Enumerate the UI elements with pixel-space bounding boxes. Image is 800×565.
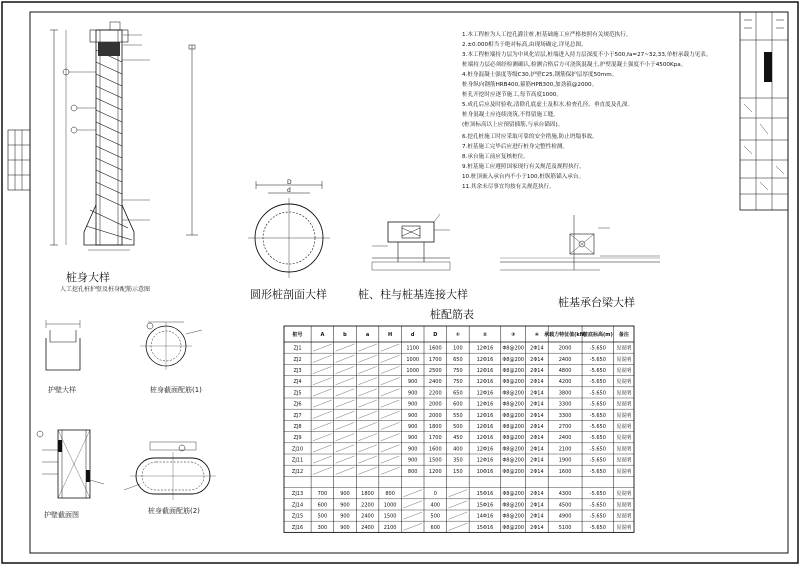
table-cell: 5100 (558, 524, 572, 531)
note-line: 桩身混凝土应连续浇筑,不得留施工缝。 (462, 112, 559, 118)
table-cell: 见说明 (616, 356, 632, 363)
note-line: (桩顶标高以上应预留插筋,与承台锚固)。 (462, 122, 564, 128)
table-cell: 见说明 (616, 424, 632, 430)
pile-table-title: 桩配筋表 (430, 308, 474, 321)
table-header-cell: a (365, 332, 370, 338)
table-cell: Φ8@200 (502, 468, 525, 475)
note-line: 8.承台施工前应复核桩位。 (462, 154, 529, 160)
pile-detail-subtitle: 人工挖孔桩护壁及桩身配筋示意图 (60, 286, 151, 293)
table-cell: Φ8@200 (502, 368, 525, 374)
table-cell: 见说明 (616, 401, 632, 408)
table-cell: 12Φ16 (476, 401, 494, 408)
table-cell: 2400 (558, 435, 572, 442)
table-cell: 12Φ16 (476, 345, 494, 352)
table-cell: 450 (453, 435, 463, 442)
table-cell: 550 (453, 412, 463, 419)
table-cell: ZJ10 (291, 446, 304, 453)
table-cell: 见说明 (616, 390, 632, 397)
table-cell: 500 (430, 513, 441, 520)
table-cell: -5.650 (589, 513, 606, 520)
table-cell: -5.650 (589, 356, 606, 363)
note-line: 7.桩基施工完毕后应进行桩身完整性检测。 (462, 144, 569, 150)
ground-beam-title: 桩基承台梁大样 (558, 296, 635, 309)
table-cell: 2400 (361, 513, 374, 520)
table-cell: 1700 (428, 356, 442, 363)
table-cell: 1600 (558, 468, 572, 475)
table-cell: 12Φ16 (476, 412, 494, 419)
table-cell: 12Φ16 (476, 424, 494, 430)
table-cell: 12Φ16 (476, 379, 494, 386)
table-cell: -5.650 (589, 446, 606, 453)
table-cell: 2000 (558, 345, 572, 352)
table-cell: 900 (340, 502, 350, 509)
table-cell: 2000 (428, 401, 442, 408)
note-line: 5.成孔后应及时验收,清除孔底虚土及积水,检查孔径、垂直度及孔深。 (462, 102, 634, 108)
table-cell: 见说明 (616, 457, 632, 464)
table-cell: 2Φ14 (530, 356, 544, 363)
table-header-cell: 备注 (618, 332, 629, 338)
table-cell: 0 (433, 491, 437, 498)
table-cell: -5.650 (589, 379, 606, 386)
table-cell: 见说明 (616, 524, 632, 531)
table-cell: -5.650 (589, 412, 606, 419)
pile-section-2-title: 桩身截面配筋(2) (148, 507, 200, 515)
table-header-cell: ② (482, 332, 488, 338)
table-cell: -5.650 (589, 401, 606, 408)
table-cell: -5.650 (589, 390, 606, 397)
table-cell: Φ8@200 (502, 491, 525, 498)
table-cell: 600 (453, 401, 463, 408)
table-cell: 见说明 (616, 491, 632, 498)
table-cell: 2Φ14 (530, 424, 544, 430)
table-header-cell: b (343, 332, 347, 338)
table-cell: -5.650 (589, 502, 606, 509)
table-header-cell: 承载力特征值(kN) (544, 332, 587, 338)
table-cell: 12Φ16 (476, 457, 494, 464)
table-cell: Φ8@200 (502, 435, 525, 442)
table-cell: 12Φ16 (476, 446, 494, 453)
table-cell: 2Φ14 (530, 446, 544, 453)
table-cell: 2Φ14 (530, 524, 544, 531)
table-cell: 2Φ14 (530, 379, 544, 386)
dim-d-label: d (287, 187, 291, 194)
table-cell: 2Φ14 (530, 412, 544, 419)
table-cell: 650 (453, 390, 463, 397)
table-cell: 900 (407, 412, 418, 419)
table-cell: 900 (407, 390, 418, 397)
table-cell: 150 (453, 468, 463, 475)
note-line: 桩端持力层必须经检测确认,检测合格后方可浇筑混凝土,护壁混凝土强度不小于4500Kpa。 (462, 62, 687, 68)
table-cell: 2400 (558, 356, 572, 363)
table-header-cell: ④ (534, 332, 540, 338)
table-cell: 2200 (361, 502, 374, 509)
table-cell: 15Φ16 (476, 502, 494, 509)
table-cell: ZJ2 (293, 356, 302, 363)
table-cell: 900 (407, 401, 418, 408)
table-cell: Φ8@200 (502, 401, 525, 408)
table-cell: 750 (453, 379, 463, 386)
table-cell: 2Φ14 (530, 435, 544, 442)
table-header-cell: ③ (511, 332, 516, 338)
table-cell: 2200 (428, 390, 442, 397)
table-cell: 600 (317, 502, 328, 509)
table-cell: 见说明 (616, 412, 632, 419)
table-cell: Φ8@200 (502, 524, 525, 531)
table-cell: Φ8@200 (502, 356, 525, 363)
table-cell: ZJ5 (293, 390, 302, 397)
table-cell: -5.650 (589, 345, 606, 352)
table-cell: ZJ3 (293, 368, 302, 374)
table-cell: 3800 (558, 390, 572, 397)
table-cell: ZJ7 (293, 412, 302, 419)
note-line: 10.桩顶嵌入承台内不小于100,桩纵筋锚入承台。 (462, 174, 585, 180)
table-header-cell: A (320, 332, 325, 338)
table-cell: 见说明 (616, 345, 632, 352)
table-cell: 1100 (406, 345, 420, 352)
note-line: 4.桩身混凝土强度等级C30,护壁C25,钢筋保护层厚度50mm。 (462, 72, 618, 78)
table-cell: ZJ12 (291, 468, 304, 475)
table-cell: 见说明 (616, 468, 632, 475)
note-line: 1.本工程桩为人工挖孔灌注桩,桩基础施工应严格按照有关规范执行。 (462, 32, 632, 38)
table-cell: 见说明 (616, 379, 632, 386)
table-cell: 350 (453, 457, 463, 464)
table-cell: 2Φ14 (530, 390, 544, 397)
table-cell: Φ8@200 (502, 412, 525, 419)
table-cell: 见说明 (616, 446, 632, 453)
note-line: 11.其余未尽事宜均按有关规范执行。 (462, 184, 555, 190)
table-cell: 12Φ16 (476, 390, 494, 397)
table-cell: 2Φ14 (530, 368, 544, 374)
table-cell: 900 (407, 435, 418, 442)
table-header-cell: D (433, 332, 438, 338)
note-line: 桩孔开挖时应逐节施工,每节高度1000。 (462, 92, 562, 98)
table-cell: 100 (453, 345, 463, 352)
table-cell: 900 (407, 457, 418, 464)
table-cell: 3300 (558, 401, 572, 408)
table-cell: 900 (407, 424, 418, 430)
table-cell: 见说明 (616, 502, 632, 509)
table-cell: 1900 (558, 457, 572, 464)
table-cell: 3300 (558, 412, 572, 419)
logo-mark (764, 52, 772, 82)
table-cell: ZJ1 (293, 345, 302, 352)
table-cell: 2Φ14 (530, 513, 544, 520)
table-cell: 2500 (428, 368, 442, 374)
table-cell: 1600 (428, 345, 442, 352)
table-cell: 1500 (428, 457, 442, 464)
table-cell: Φ8@200 (502, 446, 525, 453)
table-header-cell: 桩号 (292, 332, 303, 338)
table-header-cell: ① (455, 332, 460, 338)
table-cell: 1200 (428, 468, 442, 475)
wall-detail-title: 护壁大样 (48, 386, 76, 394)
table-cell: -5.650 (589, 491, 606, 498)
table-cell: 2100 (383, 524, 397, 531)
wall-section-title: 护壁截面图 (44, 511, 79, 519)
table-cell: 900 (340, 491, 350, 498)
table-cell: -5.650 (589, 524, 606, 531)
table-cell: 800 (407, 468, 418, 475)
table-cell: 500 (453, 424, 463, 430)
table-cell: 2Φ14 (530, 345, 544, 352)
table-cell: 1800 (428, 424, 442, 430)
table-cell: Φ8@200 (502, 390, 525, 397)
table-cell: 4300 (558, 491, 572, 498)
table-cell: 2Φ14 (530, 491, 544, 498)
table-cell: 400 (453, 446, 463, 453)
table-header-cell: 桩底标高(m) (582, 332, 613, 338)
table-cell: 1000 (383, 502, 397, 509)
table-cell: 750 (453, 368, 463, 374)
table-cell: 见说明 (616, 513, 632, 520)
table-cell: 650 (453, 356, 463, 363)
table-cell: ZJ8 (293, 424, 302, 430)
table-cell: 4200 (558, 379, 572, 386)
table-cell: Φ8@200 (502, 424, 525, 430)
table-cell: -5.650 (589, 424, 606, 430)
table-cell: 4500 (558, 502, 572, 509)
table-cell: 600 (430, 524, 441, 531)
note-line: 3.本工程桩端持力层为中风化岩层,桩端进入持力层深度不小于500,fa=27~32,33,单桩承载力见表。 (462, 52, 712, 58)
table-cell: 2Φ14 (530, 502, 544, 509)
table-cell: 1700 (428, 435, 442, 442)
table-cell: Φ8@200 (502, 502, 525, 509)
table-cell: 900 (340, 513, 350, 520)
table-cell: 12Φ16 (476, 368, 494, 374)
table-cell: Φ8@200 (502, 457, 525, 464)
table-cell: 2Φ14 (530, 457, 544, 464)
table-cell: 700 (317, 491, 328, 498)
table-cell: 10Φ16 (476, 468, 494, 475)
table-cell: 2400 (428, 379, 442, 386)
table-cell: -5.650 (589, 457, 606, 464)
table-cell: Φ8@200 (502, 345, 525, 352)
table-cell: 1000 (406, 368, 420, 374)
table-cell: 4900 (558, 513, 572, 520)
table-cell: 1600 (428, 446, 442, 453)
note-line: 9.桩基施工应遵照国家现行有关规范及规程执行。 (462, 164, 585, 170)
table-header-cell: H (388, 332, 393, 338)
table-cell: 2700 (558, 424, 572, 430)
round-pile-section-title: 圆形桩剖面大样 (250, 288, 327, 301)
table-cell: ZJ11 (291, 457, 304, 464)
table-header-cell: d (410, 332, 415, 338)
pile-detail-title: 桩身大样 (66, 271, 110, 284)
table-cell: Φ8@200 (502, 513, 525, 520)
table-cell: ZJ15 (291, 513, 304, 520)
dim-D-label: D (287, 179, 292, 186)
table-cell: 12Φ16 (476, 356, 494, 363)
table-cell: ZJ14 (291, 502, 304, 509)
table-cell: -5.650 (589, 435, 606, 442)
table-cell: 1800 (361, 491, 374, 498)
pile-column-title: 桩、柱与桩基连接大样 (358, 288, 468, 301)
table-cell: 1500 (383, 513, 397, 520)
table-cell: -5.650 (589, 368, 606, 374)
table-cell: 12Φ16 (476, 435, 494, 442)
table-cell: 900 (407, 379, 418, 386)
table-cell: 2400 (361, 524, 374, 531)
table-cell: -5.650 (589, 468, 606, 475)
note-line: 2.±0.000相当于绝对标高,由现场确定,详见总图。 (462, 42, 587, 48)
table-cell: 2000 (428, 412, 442, 419)
table-cell: ZJ16 (291, 524, 304, 531)
table-cell: 15Φ16 (476, 491, 494, 498)
table-cell: 1000 (406, 356, 420, 363)
table-cell: 2Φ14 (530, 401, 544, 408)
table-cell: 15Φ16 (476, 524, 494, 531)
table-cell: 4800 (558, 368, 572, 374)
table-cell: ZJ4 (293, 379, 302, 386)
table-cell: 见说明 (616, 368, 632, 374)
table-cell: Φ8@200 (502, 379, 525, 386)
table-cell: 2Φ14 (530, 468, 544, 475)
table-cell: 见说明 (616, 435, 632, 442)
table-cell: 2100 (558, 446, 572, 453)
table-cell: 400 (430, 502, 441, 509)
sheet-border (2, 2, 798, 563)
table-cell: ZJ6 (293, 401, 302, 408)
table-cell: 300 (317, 524, 328, 531)
round-section-1-title: 桩身截面配筋(1) (150, 386, 202, 394)
table-cell: ZJ13 (291, 491, 304, 498)
table-cell: 500 (317, 513, 328, 520)
table-cell: ZJ9 (293, 435, 302, 442)
note-line: 6.挖孔桩施工时应采取可靠的安全措施,防止坍塌事故。 (462, 134, 598, 140)
table-cell: 800 (385, 491, 395, 498)
table-cell: 900 (340, 524, 350, 531)
table-cell: 14Φ16 (476, 513, 494, 520)
table-cell: 900 (407, 446, 418, 453)
note-line: 桩身纵向钢筋HRB400,箍筋HPB300,加劲箍@2000。 (462, 82, 598, 88)
